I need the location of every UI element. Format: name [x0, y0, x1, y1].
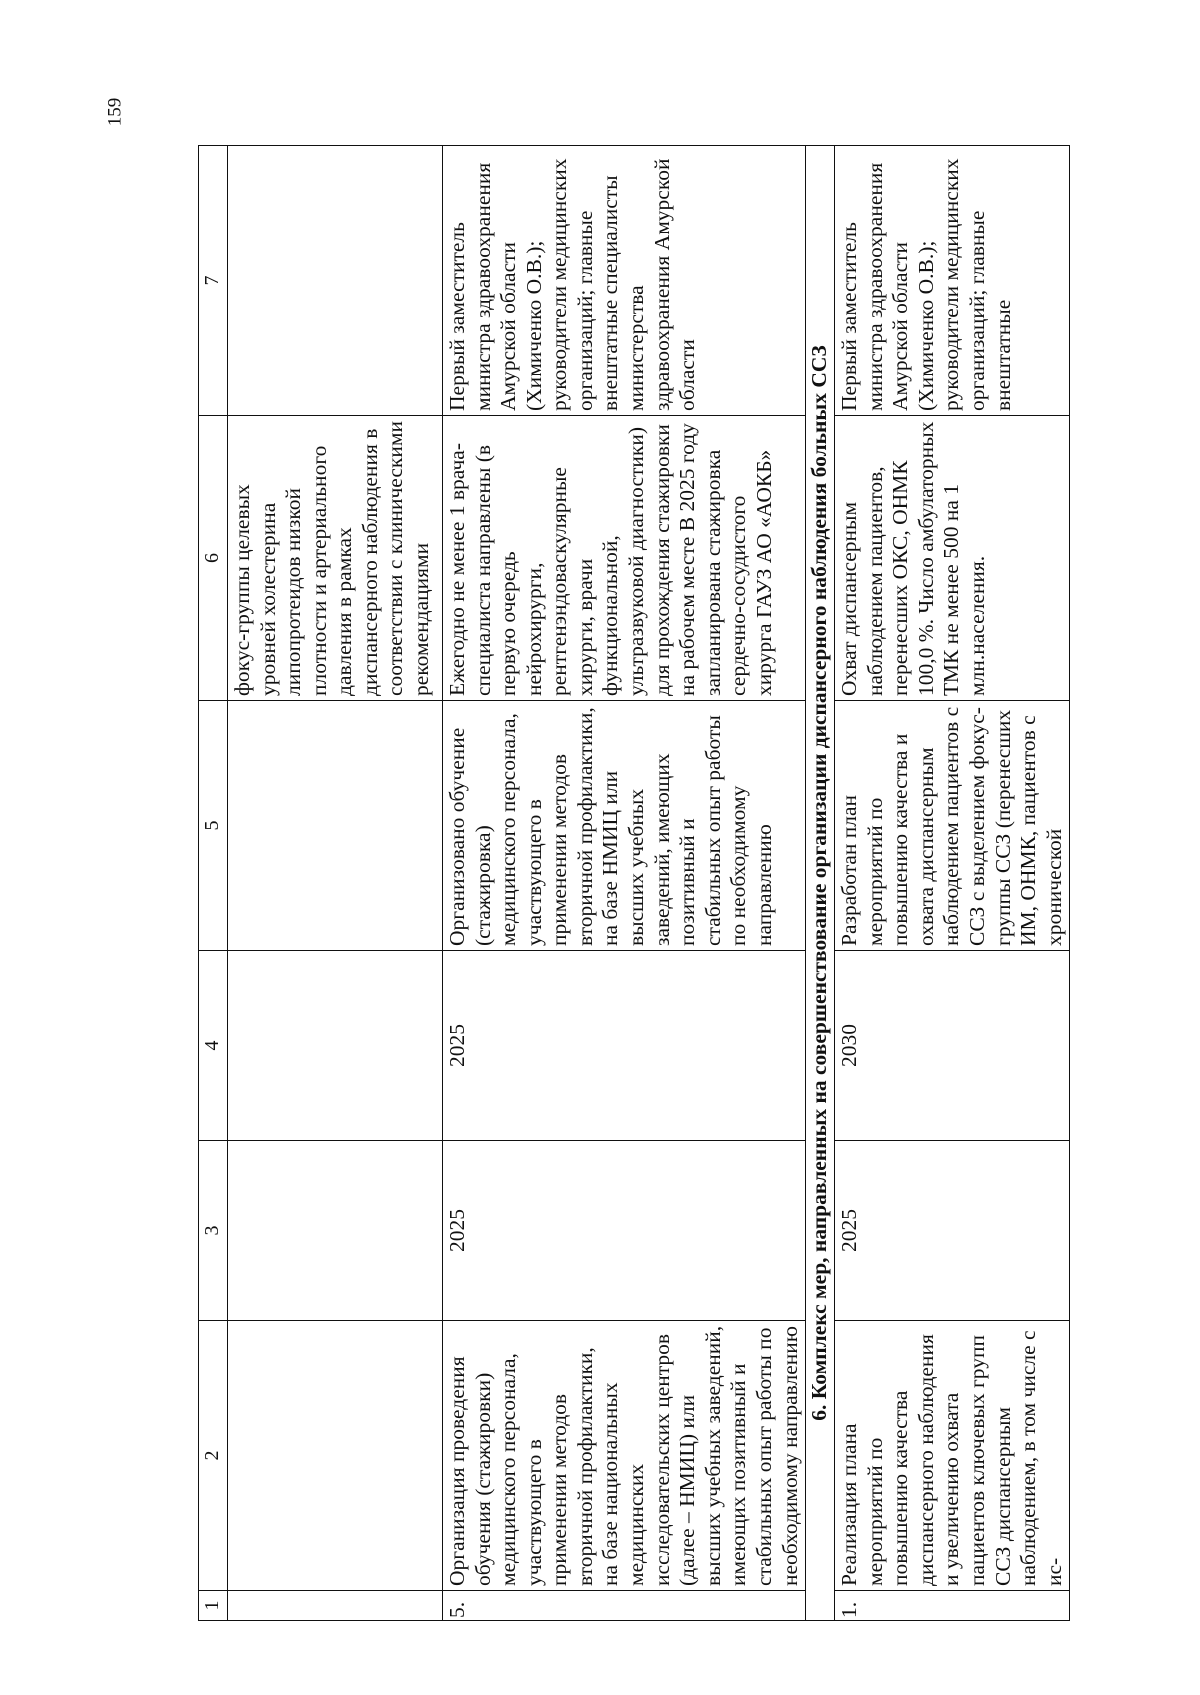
responsible-cell: Первый заместитель министра здравоохранения Амурской области (Химиченко О.В.); руководители медицинских организаций; главные внештатные специалисты министерства здравоохранения Амурской области — [443, 146, 806, 416]
responsible-cell: Первый заместитель министра здравоохранения Амурской области (Химиченко О.В.); руководители медицинских организаций; главные внештатные — [835, 146, 1070, 416]
header-col-7: 7 — [199, 146, 228, 416]
end-year-cell: 2030 — [835, 951, 1070, 1141]
cell — [228, 1141, 443, 1321]
row-number: 5. — [443, 1591, 806, 1621]
result-cell: Организовано обучение (стажировка) медицинского персонала, участвующего в применении методов вторичной профилактики, на базе НМИЦ или высших учебных заведений, имеющих позитивный и стабильных опыт работы по необходимому направлению — [443, 701, 806, 951]
end-year-cell: 2025 — [443, 951, 806, 1141]
header-col-5: 5 — [199, 701, 228, 951]
measure-name-cell: Реализация плана мероприятий по повышению качества диспансерного наблюдения и увеличению охвата пациентов ключевых групп ССЗ диспансерным наблюдением, в том числе с ис- — [835, 1321, 1070, 1591]
cell — [228, 1321, 443, 1591]
header-col-6: 6 — [199, 416, 228, 701]
rotated-table-container — [198, 146, 1066, 1621]
table-row — [443, 146, 806, 1621]
table-row — [835, 146, 1070, 1621]
section-row — [806, 146, 835, 1621]
cell — [228, 951, 443, 1141]
continued-result-cell: фокус-группы целевых уровней холестерина липопротеидов низкой плотности и артериального давления в рамках диспансерного наблюдения в соответствии с клиническими рекомендациями — [228, 416, 443, 701]
header-col-4: 4 — [199, 951, 228, 1141]
header-col-1: 1 — [199, 1591, 228, 1621]
table-header-row — [199, 146, 228, 1621]
result-cell: Разработан план мероприятий по повышению качества и охвата диспансерным наблюдением пациентов с ССЗ с выделением фокус-группы ССЗ (перенесших ИМ, ОНМК, пациентов с хронической — [835, 701, 1070, 951]
table-row-continued — [228, 146, 443, 1621]
cell — [228, 1591, 443, 1621]
section-title: 6. Комплекс мер, направленных на совершенствование организации диспансерного наблюдения больных ССЗ — [806, 146, 835, 1621]
cell — [228, 146, 443, 416]
measure-name-cell: Организация проведения обучения (стажировки) медицинского персонала, участвующего в применении методов вторичной профилактики, на базе национальных медицинских исследовательских центров (далее – НМИЦ) или высших учебных заведений, имеющих позитивный и стабильных опыт работы по необходимому направлению — [443, 1321, 806, 1591]
indicator-cell: Охват диспансерным наблюдением пациентов, перенесших ОКС, ОНМК 100,0 %. Число амбулаторных ТМК не менее 500 на 1 млн.населения. — [835, 416, 1070, 701]
cell — [228, 701, 443, 951]
page-number: 159 — [104, 97, 125, 127]
header-col-3: 3 — [199, 1141, 228, 1321]
start-year-cell: 2025 — [443, 1141, 806, 1321]
start-year-cell: 2025 — [835, 1141, 1070, 1321]
indicator-cell: Ежегодно не менее 1 врача-специалиста направлены (в первую очередь нейрохирурги, рентгенэндоваскулярные хирурги, врачи функциональной, ультразвуковой диагностики) для прохождения стажировки на рабочем месте В 2025 году запланирована стажировка сердечно-сосудистого хирурга ГАУЗ АО «АОКБ» — [443, 416, 806, 701]
header-col-2: 2 — [199, 1321, 228, 1591]
measures-table — [198, 145, 1070, 1621]
row-number: 1. — [835, 1591, 1070, 1621]
